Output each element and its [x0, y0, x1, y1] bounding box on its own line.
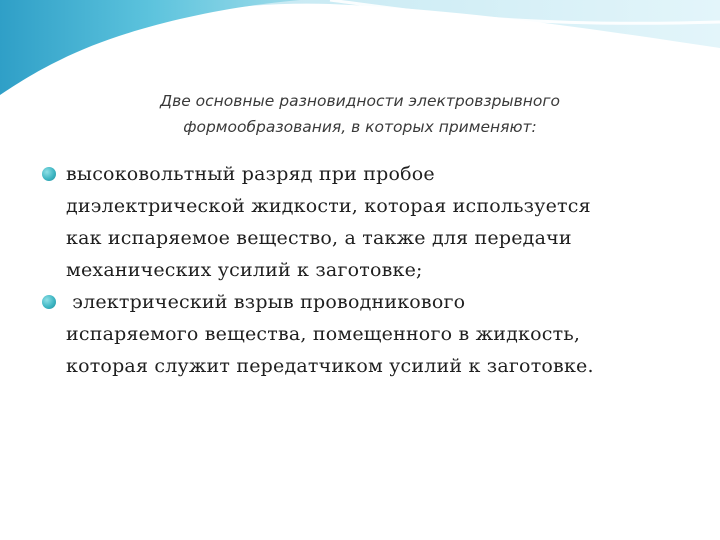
title-line-1: Две основные разновидности электровзрывного	[159, 92, 561, 110]
bullet-1-line-4: механических усилий к заготовке;	[66, 259, 423, 281]
bullet-2-line-1: электрический взрыв проводникового	[66, 291, 466, 313]
bullet-1-line-3: как испаряемое вещество, а также для передачи	[66, 227, 572, 249]
bullet-2-line-3: которая служит передатчиком усилий к заготовке.	[66, 355, 594, 377]
title-line-2: формообразования, в которых применяют:	[183, 118, 537, 136]
bullet-1-line-1: высоковольтный разряд при пробое	[66, 163, 435, 185]
bullet-dot-icon	[42, 167, 56, 181]
bullet-item-2	[40, 286, 700, 382]
slide-title	[70, 88, 650, 140]
bullet-2-line-2: испаряемого вещества, помещенного в жидкость,	[66, 323, 581, 345]
bullet-item-1	[40, 158, 700, 286]
bullet-1-line-2: диэлектрической жидкости, которая используется	[66, 195, 591, 217]
bullet-dot-icon	[42, 295, 56, 309]
bullet-list	[40, 158, 700, 382]
